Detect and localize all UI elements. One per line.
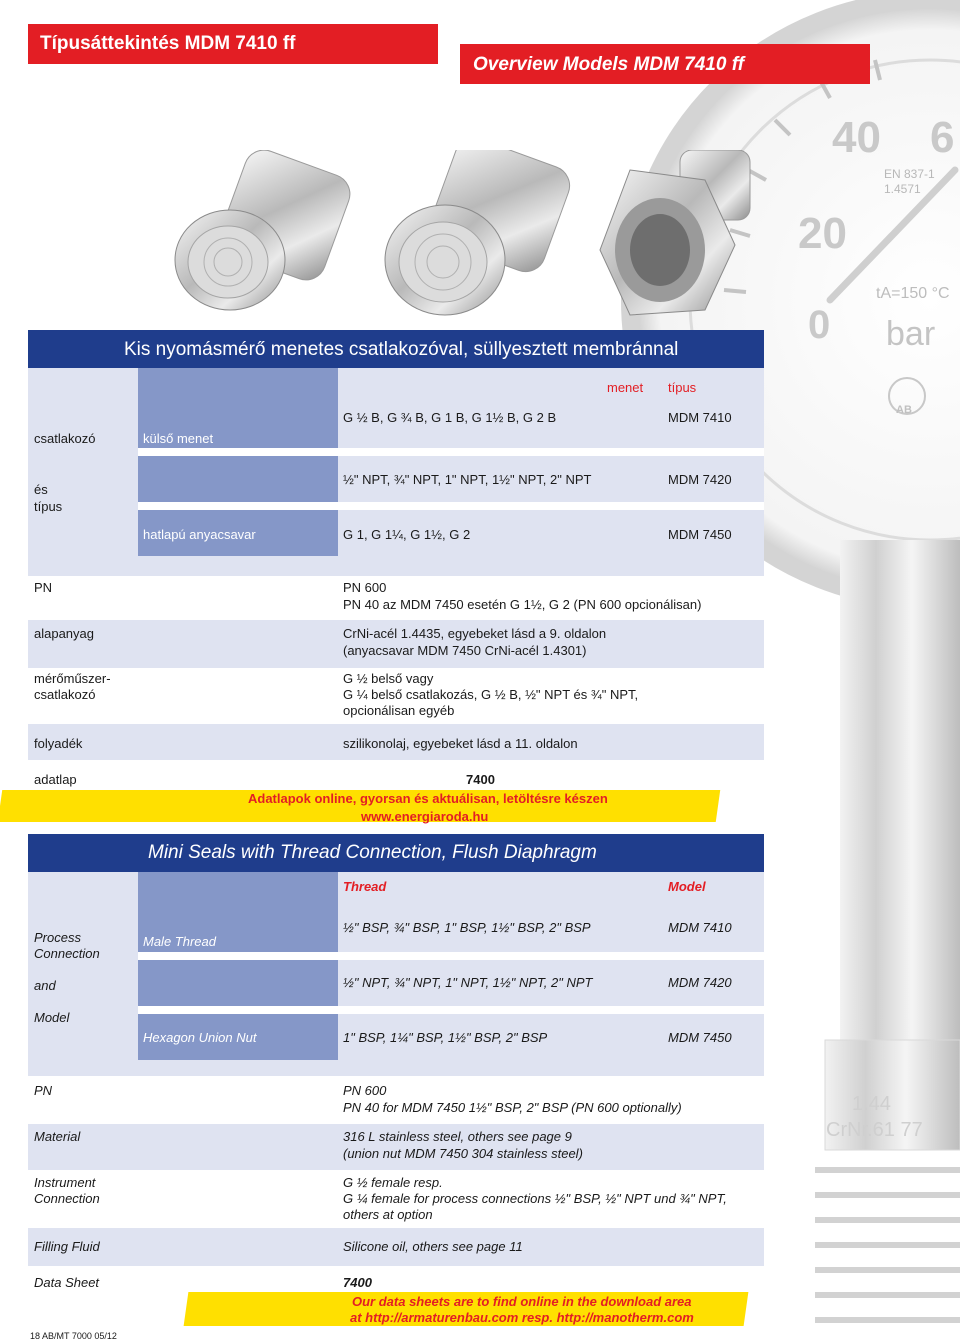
hu-sep-2 [138,502,764,510]
en-instr-label-2: Connection [34,1191,100,1206]
hu-row-2-thread: ½" NPT, ¾" NPT, 1" NPT, 1½" NPT, 2" NPT [343,472,592,487]
hu-row-label-2: és [34,482,48,497]
en-instr-1: G ½ female resp. [343,1175,443,1190]
en-sep-1 [138,952,764,960]
en-material-1: 316 L stainless steel, others see page 9 [343,1129,572,1144]
hu-row-2-model: MDM 7420 [668,472,732,487]
dial-standard: EN 837-1 [884,167,935,181]
dial-number-40: 40 [832,113,881,162]
en-row-2-thread: ½" NPT, ¾" NPT, 1" NPT, 1½" NPT, 2" NPT [343,975,593,990]
en-sep-2 [138,1006,764,1014]
en-row-1-model: MDM 7410 [668,920,732,935]
en-row-2-model: MDM 7420 [668,975,732,990]
product-mdm7420-image [385,150,575,315]
en-instr-label-1: Instrument [34,1175,96,1190]
stem-stamp-2: CrNr.61 77 [826,1119,923,1141]
hu-row-1-thread: G ½ B, G ¾ B, G 1 B, G 1½ B, G 2 B [343,410,557,425]
hu-instr-1: G ½ belső vagy [343,671,434,686]
en-row-3-model: MDM 7450 [668,1030,732,1045]
hu-row-label-1: csatlakozó [34,431,96,446]
product-photos [160,150,760,330]
hu-col-model: típus [668,380,697,395]
hu-instr-label-1: mérőműszer- [34,671,111,686]
hu-instr-3: opcionálisan egyéb [343,703,455,718]
en-col-model: Model [668,879,706,894]
en-row-label-3: and [34,978,56,993]
hu-material-1: CrNi-acél 1.4435, egyebeket lásd a 9. oldalon [343,626,607,641]
dial-number-0: 0 [808,303,831,347]
hu-fluid-label: folyadék [34,736,83,751]
hu-pn-1: PN 600 [343,580,387,595]
hu-male-thread-label: külső menet [143,431,214,446]
hu-col-thread: menet [607,380,644,395]
en-fluid: Silicone oil, others see page 11 [343,1239,523,1254]
en-row-label-4: Model [34,1010,70,1025]
en-row-3-thread: 1" BSP, 1¼" BSP, 1½" BSP, 2" BSP [343,1030,548,1045]
hu-instr-label-2: csatlakozó [34,687,96,702]
hu-pn-2: PN 40 az MDM 7450 esetén G 1½, G 2 (PN 600 opcionálisan) [343,597,702,612]
en-fluid-label: Filling Fluid [34,1239,100,1254]
dial-logo-text: AB [896,404,912,416]
hu-online-1: Adatlapok online, gyorsan és aktuálisan, letöltésre készen [248,791,608,806]
dial-unit: bar [886,315,936,353]
dial-temperature: tA=150 °C [876,285,950,302]
en-col-thread: Thread [343,879,387,894]
en-section-title: Mini Seals with Thread Connection, Flush Diaphragm [148,842,597,863]
en-row-label-1: Process [34,930,81,945]
title-hu: Típusáttekintés MDM 7410 ff [40,33,296,54]
page-footer: 18 AB/MT 7000 05/12 [30,1331,117,1341]
en-datasheet-label: Data Sheet [34,1275,100,1290]
hu-hex-nut-label: hatlapú anyacsavar [143,527,256,542]
en-material-2: (union nut MDM 7450 304 stainless steel) [343,1146,583,1161]
hu-fluid: szilikonolaj, egyebeket lásd a 11. oldalon [343,736,578,751]
hu-material-label: alapanyag [34,626,94,641]
dial-number-6: 6 [930,113,955,162]
en-online-2[interactable]: at http://armaturenbau.com resp. http://manotherm.com [350,1310,694,1325]
hu-datasheet: 7400 [466,772,495,787]
en-row-1-thread: ½" BSP, ¾" BSP, 1" BSP, 1½" BSP, 2" BSP [343,920,591,935]
stem-stamp-1: 1.44 [852,1093,891,1115]
product-mdm7450-image [600,150,750,315]
en-male-thread-label: Male Thread [143,934,216,949]
en-material-label: Material [34,1129,81,1144]
dial-standard-sub: 1.4571 [884,182,921,196]
hu-row-3-model: MDM 7450 [668,527,732,542]
hu-section-title: Kis nyomásmérő menetes csatlakozóval, süllyesztett membránnal [124,339,679,360]
hu-instr-2: G ¼ belső csatlakozás, G ½ B, ½" NPT és ¾" NPT, [343,687,639,702]
en-pn-1: PN 600 [343,1083,387,1098]
hu-material-2: (anyacsavar MDM 7450 CrNi-acél 1.4301) [343,643,587,658]
en-instr-2: G ¼ female for process connections ½" BSP, ½" NPT und ¾" NPT, [343,1191,727,1206]
en-online-1: Our data sheets are to find online in the download area [352,1294,692,1309]
en-row-label-2: Connection [34,946,100,961]
hu-row-1-model: MDM 7410 [668,410,732,425]
hu-row-3-thread: G 1, G 1¼, G 1½, G 2 [343,527,471,542]
hu-online-2[interactable]: www.energiaroda.hu [361,809,489,824]
hu-datasheet-label: adatlap [34,772,77,787]
en-instr-3: others at option [343,1207,433,1222]
hu-pn-label: PN [34,580,53,595]
en-pn-label: PN [34,1083,53,1098]
product-mdm7410-image [175,150,355,310]
dial-number-20: 20 [798,209,847,258]
title-en: Overview Models MDM 7410 ff [473,54,745,75]
en-datasheet: 7400 [343,1275,372,1290]
hu-row-label-3: típus [34,499,63,514]
hu-sep-1 [138,448,764,456]
en-pn-2: PN 40 for MDM 7450 1½" BSP, 2" BSP (PN 600 optionally) [343,1100,682,1115]
en-hex-nut-label: Hexagon Union Nut [143,1030,257,1045]
